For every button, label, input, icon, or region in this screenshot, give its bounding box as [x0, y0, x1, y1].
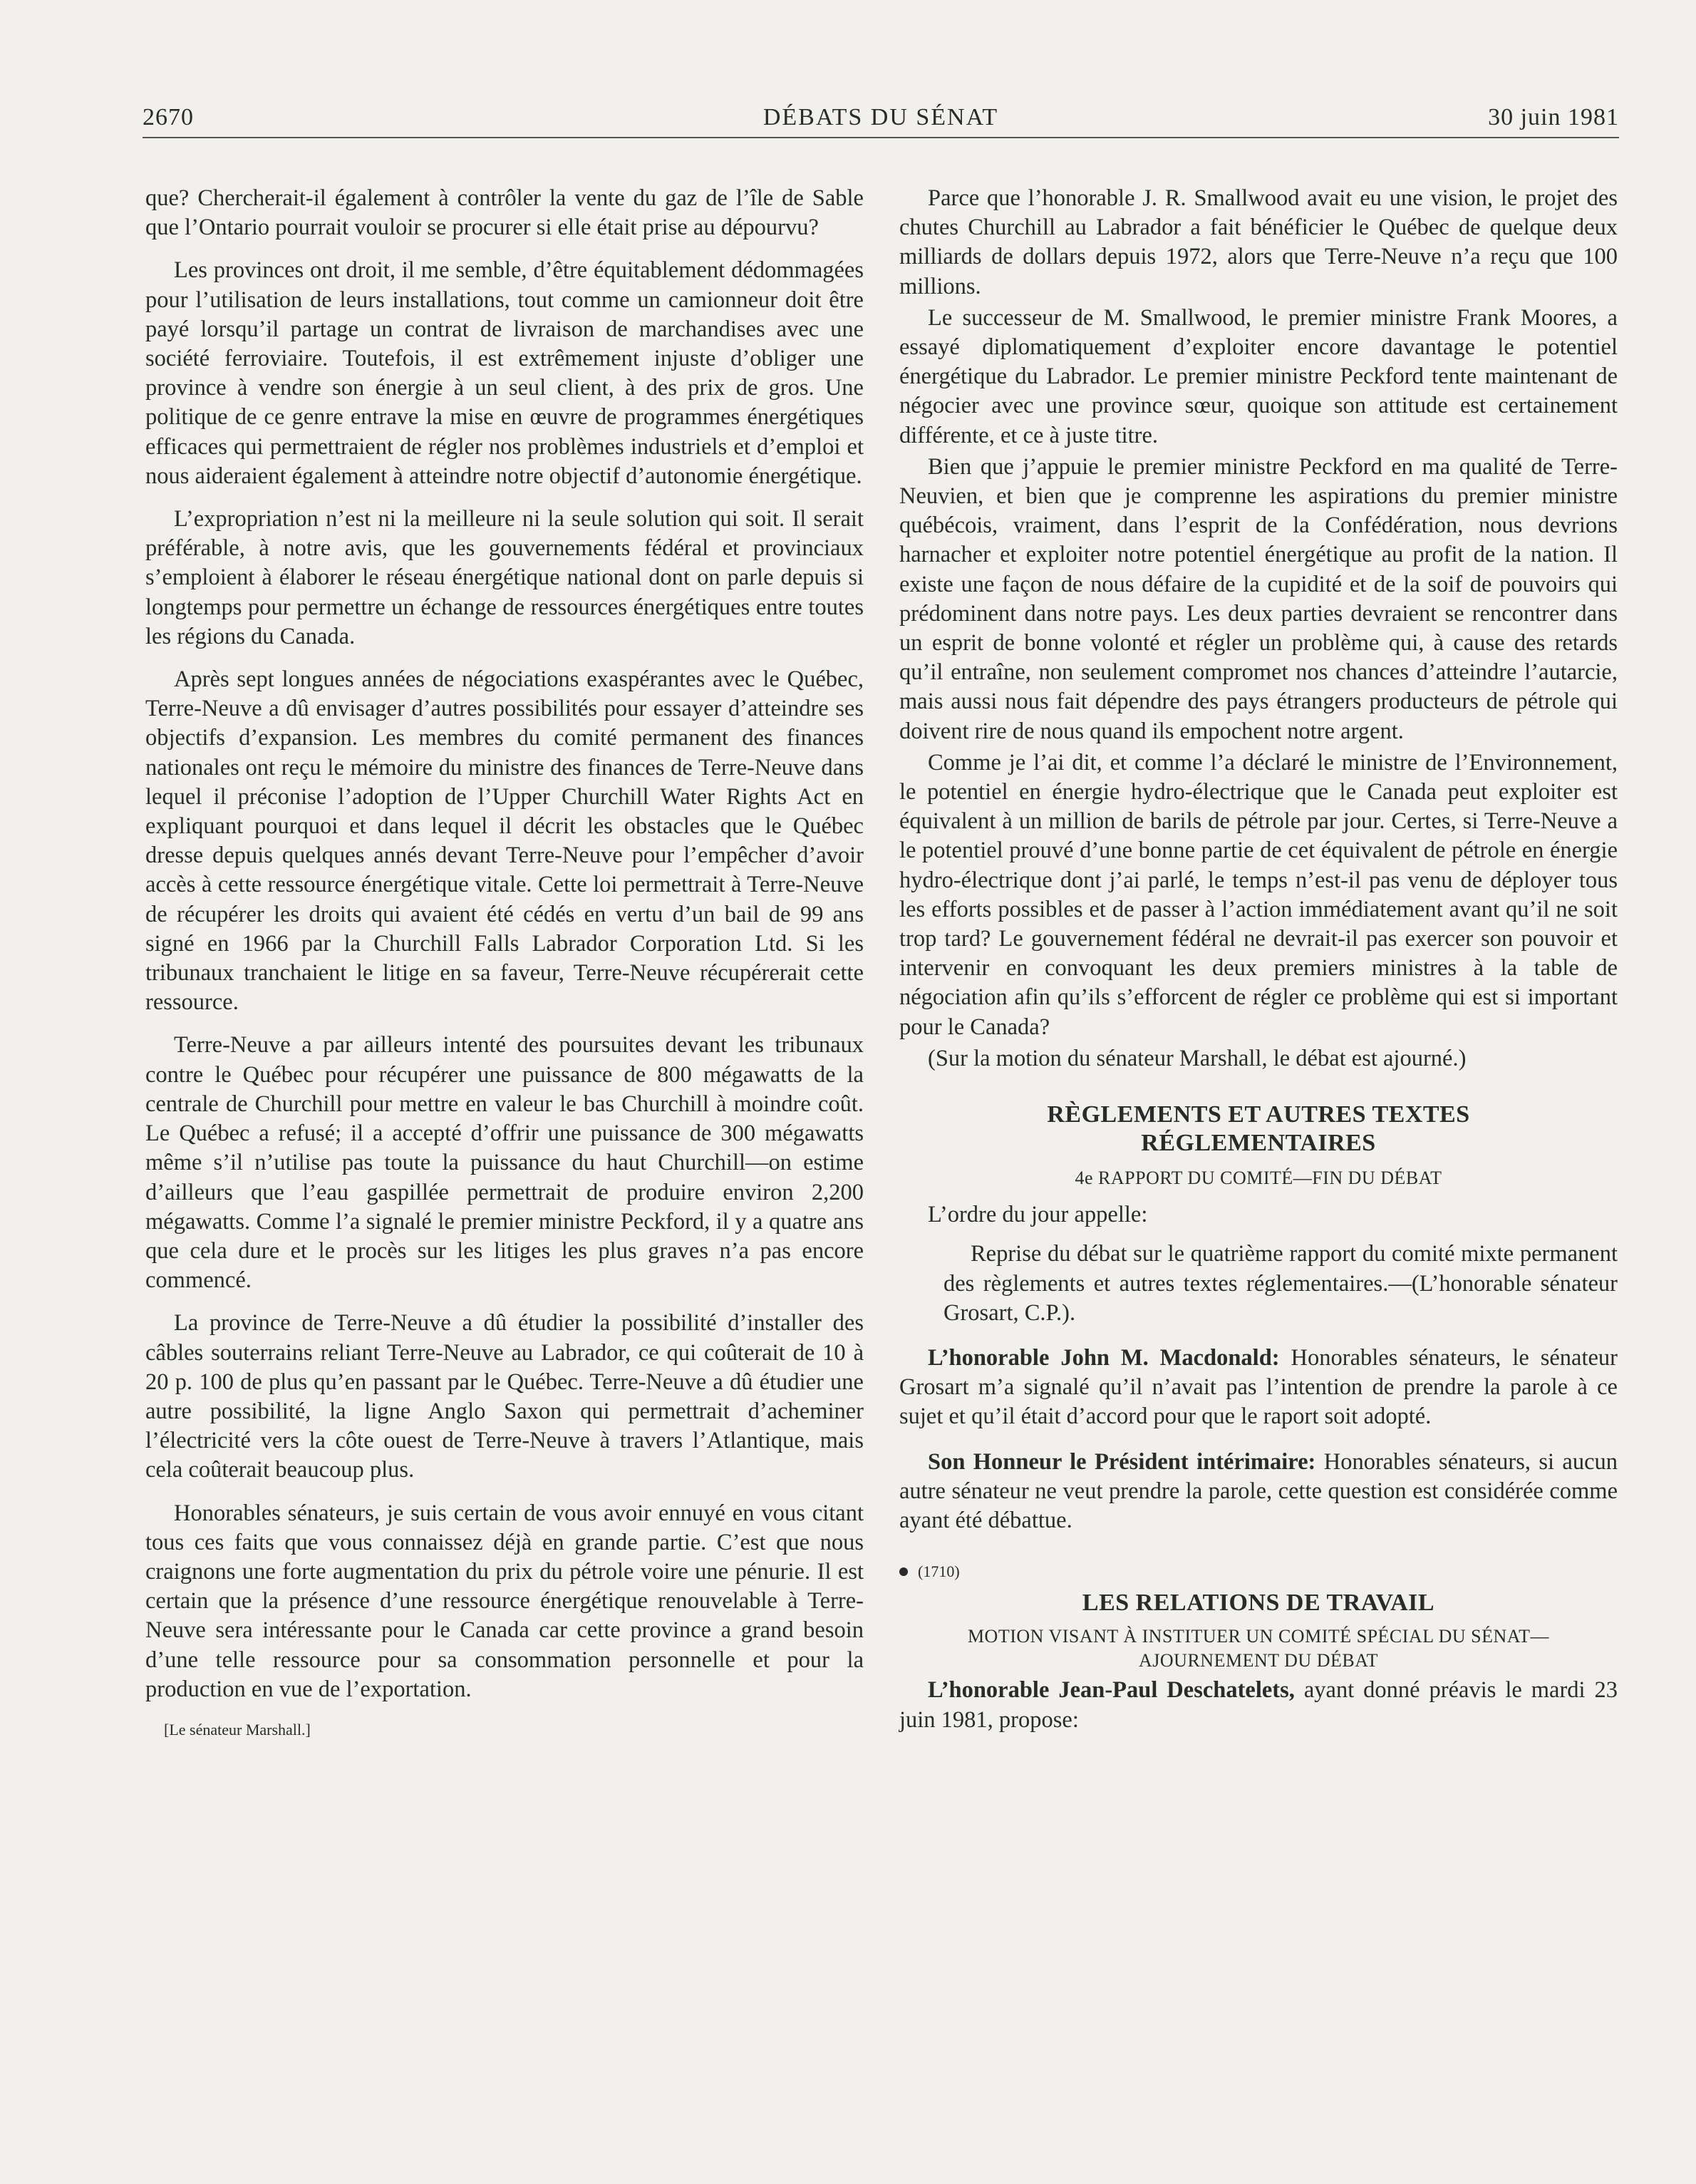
left-column	[145, 184, 864, 1740]
paragraph: Bien que j’appuie le premier ministre Peckford en ma qualité de Terre-Neuvien, et bien que je comprenne les aspirations du premier ministre québécois, vraiment, dans l’esprit de la Confédération, nous devrions harnacher et exploiter notre potentiel énergétique au profit de la nation. Il existe une façon de nous défaire de la cupidité et de la soif de pouvoirs qui prédominent dans notre pays. Les deux parties devraient se rencontrer dans un esprit de bonne volonté et régler un problème qui, à cause des retards qu’il entraîne, non seulement compromet nos chances d’atteindre l’autarcie, mais aussi nous fait dépendre des pays étrangers producteurs de pétrole qui doivent rire de nous quand ils empochent notre argent.	[899, 453, 1618, 744]
paragraph: Comme je l’ai dit, et comme l’a déclaré le ministre de l’Environnement, le potentiel en énergie hydro-électrique que le Canada peut exploiter est équivalent à un million de barils de pétrole par jour. Certes, si Terre-Neuve a le potentiel prouvé d’une bonne partie de cet équivalent de pétrole en énergie hydro-électrique dont j’ai parlé, le temps n’est-il pas venu de déployer tous les efforts possibles et de passer à l’action immédiatement avant qu’il ne soit trop tard? Le gouvernement fédéral ne devrait-il pas exercer son pouvoir et intervenir en convoquant les deux premiers ministres à la table de négociation afin qu’ils s’efforcent de régler ce problème qui est si important pour le Canada?	[899, 749, 1618, 1040]
speaker-attribution: [Le sénateur Marshall.]	[164, 1720, 311, 1739]
section-subheading-line: MOTION VISANT À INSTITUER UN COMITÉ SPÉCIAL DU SÉNAT—	[967, 1626, 1550, 1647]
paragraph: Terre-Neuve a par ailleurs intenté des poursuites devant les tribunaux contre le Québec pour récupérer une puissance de 800 mégawatts de la centrale de Churchill pour mettre en valeur le bas Churchill à moindre coût. Le Québec a refusé; il a accepté d’offrir une puissance de 300 mégawatts même s’il n’utilise pas toute la puissance du haut Churchill—on estime d’ailleurs que l’eau gaspillée permettrait de produire environ 2,200 mégawatts. Comme l’a signalé le premier ministre Peckford, il y a quatre ans que cela dure et le procès sur les litiges les plus graves n’a pas encore commencé.	[145, 1032, 864, 1294]
speech-text: Honorables sénateurs, le sénateur Grosart m’a signalé qu’il n’avait pas l’intention de prendre la parole à ce sujet et qu’il était d’accord pour que le raport soit adopté.	[899, 1344, 1618, 1430]
speech-text: ayant donné préavis le mardi 23 juin 1981, propose:	[899, 1677, 1618, 1733]
order-of-day: L’ordre du jour appelle:	[928, 1202, 1148, 1228]
speech-text: Honorables sénateurs, si aucun autre sénateur ne veut prendre la parole, cette question est considérée comme ayant été débattue.	[899, 1448, 1618, 1533]
paragraph: Les provinces ont droit, il me semble, d’être équitablement dédommagées pour l’utilisation de leurs installations, tout comme un camionneur doit être payé lorsqu’il partage un contrat de livraison de marchandises avec une société ferroviaire. Toutefois, il est extrêmement injuste d’obliger une province à vendre son énergie à un seul client, à des prix de gros. Une politique de ce genre entrave la mise en œuvre de programmes énergétiques efficaces qui permettraient de régler nos problèmes industriels et d’emploi et nous aideraient également à atteindre notre objectif d’autonomie énergétique.	[145, 257, 864, 489]
paragraph: que? Chercherait-il également à contrôler la vente du gaz de l’île de Sable que l’Ontario pourrait vouloir se procurer si elle était prise au dépourvu?	[145, 185, 864, 241]
page-header	[143, 100, 1619, 138]
section-heading	[899, 1101, 1618, 1158]
paragraph: L’expropriation n’est ni la meilleure ni la seule solution qui soit. Il serait préférable, à notre avis, que les gouvernements fédéral et provinciaux s’emploient à élaborer le réseau énergétique national dont on parle depuis si longtemps pour permettre un échange de ressources énergétiques entre toutes les régions du Canada.	[145, 506, 864, 649]
section-heading-line: RÉGLEMENTAIRES	[1141, 1130, 1376, 1157]
speaker-name: Son Honneur le Président intérimaire:	[928, 1448, 1316, 1475]
speaker-name: L’honorable Jean-Paul Deschatelets,	[928, 1677, 1295, 1704]
section-subheading	[899, 1624, 1618, 1673]
section-heading: LES RELATIONS DE TRAVAIL	[1082, 1590, 1435, 1617]
time-marker-text: (1710)	[918, 1562, 960, 1581]
paragraph: Honorables sénateurs, je suis certain de vous avoir ennuyé en vous citant tous ces faits que vous connaissez déjà en grande partie. C’est que nous craignons une forte augmentation du prix du pétrole voire une pénurie. Il est certain que la présence d’une ressource énergétique renouvelable à Terre-Neuve sera intéressante pour le Canada car cette province a grand besoin d’une telle ressource pour sa consommation personnelle et pour la production en vue de l’exportation.	[145, 1500, 864, 1702]
paragraph: Le successeur de M. Smallwood, le premier ministre Frank Moores, a essayé diplomatiquement d’exploiter encore davantage le potentiel énergétique du Labrador. Le premier ministre Peckford tente maintenant de négocier avec une province sœur, quoique son attitude est certainement différente, et ce à juste titre.	[899, 304, 1618, 448]
publication-date: 30 juin 1981	[1488, 104, 1619, 130]
section-subheading: 4e RAPPORT DU COMITÉ—FIN DU DÉBAT	[1075, 1168, 1442, 1189]
paragraph: La province de Terre-Neuve a dû étudier la possibilité d’installer des câbles souterrains reliant Terre-Neuve au Labrador, ce qui coûterait de 10 à 20 p. 100 de plus qu’en passant par le Québec. Terre-Neuve a dû étudier une autre possibilité, la ligne Anglo Saxon qui permettrait d’acheminer l’électricité vers la côte ouest de Terre-Neuve à travers l’Atlantique, mais cela coûterait beaucoup plus.	[145, 1310, 864, 1483]
bullet-icon	[899, 1567, 908, 1576]
speech	[899, 1344, 1618, 1432]
speech	[899, 1676, 1618, 1734]
section-subheading-line: AJOURNEMENT DU DÉBAT	[1139, 1650, 1378, 1672]
speech	[899, 1448, 1618, 1536]
section-heading-line: RÈGLEMENTS ET AUTRES TEXTES	[1047, 1101, 1470, 1128]
publication-title: DÉBATS DU SÉNAT	[762, 104, 999, 130]
right-column	[899, 184, 1618, 1735]
speaker-name: L’honorable John M. Macdonald:	[928, 1344, 1280, 1371]
page-number: 2670	[143, 104, 194, 130]
time-marker	[899, 1557, 1618, 1586]
order-item: Reprise du débat sur le quatrième rapport du comité mixte permanent des règlements et autres textes réglementaires.—(L’honorable sénateur Grosart, C.P.).	[943, 1241, 1618, 1326]
paragraph: Parce que l’honorable J. R. Smallwood avait eu une vision, le projet des chutes Churchill au Labrador a fait bénéficier le Québec de quelque deux milliards de dollars depuis 1972, alors que Terre-Neuve n’a reçu que 100 millions.	[899, 185, 1618, 299]
paragraph: Après sept longues années de négociations exaspérantes avec le Québec, Terre-Neuve a dû envisager d’autres possibilités pour essayer d’atteindre ses objectifs d’expansion. Les membres du comité permanent des finances nationales ont reçu le mémoire du ministre des finances de Terre-Neuve dans lequel il préconise l’adoption de l’Upper Churchill Water Rights Act en expliquant pourquoi et dans lequel il décrit les obstacles que le Québec dresse depuis quelques annés devant Terre-Neuve pour l’empêcher d’avoir accès à cette ressource énergétique vitale. Cette loi permettrait à Terre-Neuve de récupérer les droits qui avaient été cédés en vertu d’un bail de 99 ans signé en 1966 par la Churchill Falls Labrador Corporation Ltd. Si les tribunaux tranchaient le litige en sa faveur, Terre-Neuve récupérerait cette ressource.	[145, 666, 864, 1016]
procedural-note: (Sur la motion du sénateur Marshall, le débat est ajourné.)	[928, 1045, 1467, 1071]
